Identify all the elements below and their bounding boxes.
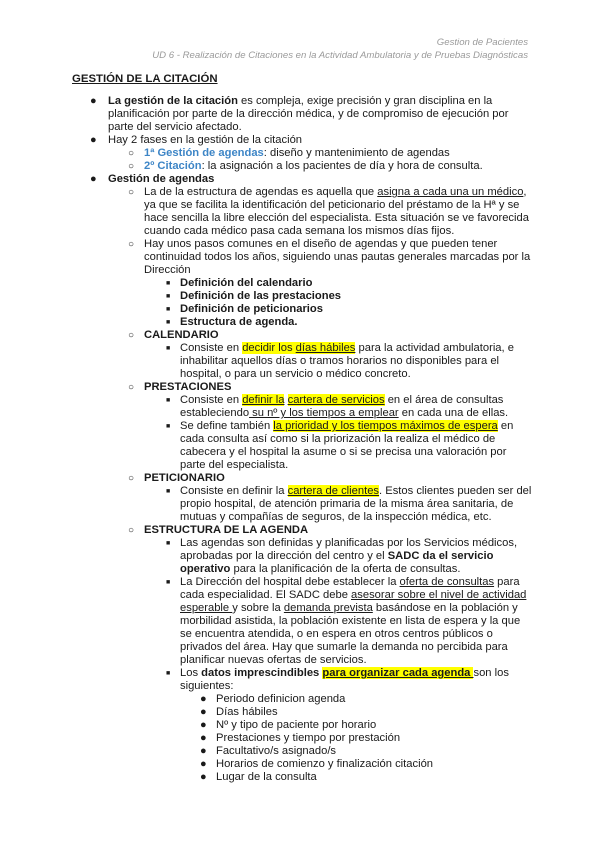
bullet-icon: ● <box>200 771 207 783</box>
dato-item <box>180 758 532 771</box>
list-item <box>72 134 532 173</box>
dato-item <box>180 719 532 732</box>
text: para la actividad ambulatoria, e inhabilitar aquellos días o tramos horarios no disponibles para el hospital, o para un servicio o médico concreto. <box>180 342 514 380</box>
text: para cada especialidad. El SADC debe <box>180 576 520 601</box>
term-gestion-citacion: La gestión de la citación <box>108 95 238 107</box>
square-bullet-icon: ■ <box>166 293 171 300</box>
estructura-list <box>144 537 532 784</box>
list-item <box>72 173 532 784</box>
dato-item <box>180 693 532 706</box>
bullet-icon: ● <box>200 745 207 757</box>
list-item <box>144 667 532 784</box>
square-bullet-icon: ■ <box>166 488 171 495</box>
dato-item <box>180 771 532 784</box>
square-bullet-icon: ■ <box>166 397 171 404</box>
square-bullet-icon: ■ <box>166 280 171 287</box>
section-prestaciones <box>108 381 532 472</box>
square-bullet-icon: ■ <box>166 579 171 586</box>
text: Hay unos pasos comunes en el diseño de agendas y que pueden tener continuidad todos los años, siguiendo unas pautas generales marcadas por la Dirección <box>144 238 531 276</box>
dato-text: Horarios de comienzo y finalización citación <box>216 758 434 770</box>
highlighted-text: cartera de servicios <box>287 394 385 406</box>
prestaciones-list <box>144 394 532 472</box>
square-bullet-icon: ■ <box>166 670 171 677</box>
highlighted-text: para organizar cada agenda <box>322 667 474 679</box>
page-header <box>152 37 528 62</box>
circle-bullet-icon: ○ <box>128 239 135 250</box>
text: en cada una de ellas. <box>398 407 509 419</box>
square-bullet-icon: ■ <box>166 423 171 430</box>
bullet-icon: ● <box>90 95 97 107</box>
square-bullet-icon: ■ <box>166 319 171 326</box>
section-estructura <box>108 524 532 784</box>
dato-text: Periodo definicion agenda <box>216 693 346 705</box>
step-text: Estructura de agenda. <box>180 316 298 328</box>
dato-text: Prestaciones y tiempo por prestación <box>216 732 401 744</box>
circle-bullet-icon: ○ <box>128 525 135 536</box>
phase-label: 2º Citación <box>144 160 202 172</box>
peticionario-list <box>144 485 532 524</box>
bullet-icon: ● <box>200 706 207 718</box>
dato-item <box>180 732 532 745</box>
header-course: Gestion de Pacientes <box>436 37 528 48</box>
phases-list <box>108 147 532 173</box>
circle-bullet-icon: ○ <box>128 161 135 172</box>
list-item <box>144 394 532 420</box>
text: para la planificación de la oferta de consultas. <box>230 563 461 575</box>
list-item <box>144 537 532 576</box>
highlighted-text: cartera de clientes <box>287 485 380 497</box>
dato-text: Nº y tipo de paciente por horario <box>216 719 377 731</box>
dato-text: Días hábiles <box>216 706 278 718</box>
bullet-icon: ● <box>200 732 207 744</box>
dato-item <box>180 706 532 719</box>
highlighted-text: días hábiles <box>295 342 356 354</box>
phase-label: 1ª Gestión de agendas <box>144 147 264 159</box>
step-item <box>144 290 532 303</box>
bold-text: SADC da el servicio operativo <box>180 550 494 575</box>
step-text: Definición de peticionarios <box>180 303 323 315</box>
highlighted-text: definir la <box>242 394 285 406</box>
step-item <box>144 303 532 316</box>
text: . Estos clientes pueden ser del propio hospital, de atención primaria de la misma área sanitaria, de mutuas y compañías de seguros, de la inspección médica, etc. <box>180 485 532 523</box>
step-item <box>144 277 532 290</box>
circle-bullet-icon: ○ <box>128 187 135 198</box>
text: Las agendas son definidas y planificadas por los Servicios médicos, aprobadas por la dirección del centro y el <box>180 537 518 562</box>
step-text: Definición del calendario <box>180 277 313 289</box>
dato-text: Facultativo/s asignado/s <box>216 745 337 757</box>
text: Se define también <box>180 420 274 432</box>
circle-bullet-icon: ○ <box>128 382 135 393</box>
section-heading: Gestión de agendas <box>108 173 215 185</box>
bullet-icon: ● <box>200 758 207 770</box>
circle-bullet-icon: ○ <box>128 148 135 159</box>
text: son los siguientes: <box>180 667 509 692</box>
dato-text: Lugar de la consulta <box>216 771 317 783</box>
section-calendario <box>108 329 532 381</box>
text: en el área de consultas estableciendo <box>180 394 504 419</box>
list-item <box>144 420 532 472</box>
square-bullet-icon: ■ <box>166 345 171 352</box>
header-unit: UD 6 - Realización de Citaciones en la Actividad Ambulatoria y de Pruebas Diagnósticas <box>152 49 528 61</box>
agendas-list <box>108 186 532 784</box>
list-item <box>108 186 532 238</box>
list-item <box>108 238 532 329</box>
underlined-text: oferta de consultas <box>399 576 495 588</box>
square-bullet-icon: ■ <box>166 306 171 313</box>
list-item <box>144 485 532 524</box>
document-body <box>72 95 532 784</box>
dato-item <box>180 745 532 758</box>
bold-text: datos imprescindibles <box>201 667 323 679</box>
calendario-list <box>144 342 532 381</box>
subsection-heading: ESTRUCTURA DE LA AGENDA <box>144 524 309 536</box>
steps-list <box>144 277 532 329</box>
text: Consiste en definir la <box>180 485 288 497</box>
highlighted-text: la prioridad y los tiempos máximos de espera <box>273 420 498 432</box>
page-title: GESTIÓN DE LA CITACIÓN <box>72 73 218 85</box>
section-peticionario <box>108 472 532 524</box>
text: y sobre la <box>232 602 284 614</box>
phase-item <box>108 160 532 173</box>
text: basándose en la población y morbilidad asistida, la población existente en lista de espera y la que se encuentra atendida, o en espera en otros centros públicos o privados del área. Hay que sumarle la demanda no percibida para planificar nuevas ofertas de servicios. <box>180 602 521 666</box>
subsection-heading: PETICIONARIO <box>144 472 225 484</box>
phase-text: : la asignación a los pacientes de día y hora de consulta. <box>201 160 483 172</box>
list-item <box>144 576 532 667</box>
list-item <box>144 342 532 381</box>
text: Consiste en <box>180 394 243 406</box>
text: La de la estructura de agendas es aquella que <box>144 186 378 198</box>
datos-list <box>180 693 532 784</box>
paragraph-text: Hay 2 fases en la gestión de la citación <box>108 134 303 146</box>
step-item <box>144 316 532 329</box>
step-text: Definición de las prestaciones <box>180 290 342 302</box>
list-item <box>72 95 532 134</box>
text: Consiste en <box>180 342 243 354</box>
text: , ya que se facilita la identificación del peticionario del préstamo de la Hª y se hace sencilla la libre elección del especialista. Esta situación se ve favorecida cuando cada médico pasa cada semana los mismos días fijos. <box>144 186 529 237</box>
subsection-heading: CALENDARIO <box>144 329 219 341</box>
underlined-text: asigna a cada una un médico <box>377 186 524 198</box>
text: La Dirección del hospital debe establecer la <box>180 576 400 588</box>
bullet-icon: ● <box>90 173 97 185</box>
underlined-text: su nº y los tiempos a emplear <box>249 407 399 419</box>
phase-item <box>108 147 532 160</box>
subsection-heading: PRESTACIONES <box>144 381 232 393</box>
circle-bullet-icon: ○ <box>128 473 135 484</box>
bullet-icon: ● <box>200 719 207 731</box>
text: en cada consulta así como si la priorización la realiza el médico de cabecera y el hospital la asume o si se precisa una valoración por parte del especialista. <box>180 420 514 471</box>
text: Los <box>180 667 202 679</box>
underlined-text: demanda prevista <box>283 602 373 614</box>
underlined-text: asesorar sobre el nivel de actividad esperable <box>180 589 527 614</box>
circle-bullet-icon: ○ <box>128 330 135 341</box>
paragraph-text: es compleja, exige precisión y gran disciplina en la planificación por parte de la dirección médica, y de compromiso de ejecución por parte del servicio afectado. <box>108 95 509 133</box>
main-list <box>72 95 532 784</box>
phase-text: : diseño y mantenimiento de agendas <box>263 147 450 159</box>
bullet-icon: ● <box>200 693 207 705</box>
highlighted-text: decidir los <box>242 342 296 354</box>
bullet-icon: ● <box>90 134 97 146</box>
square-bullet-icon: ■ <box>166 540 171 547</box>
